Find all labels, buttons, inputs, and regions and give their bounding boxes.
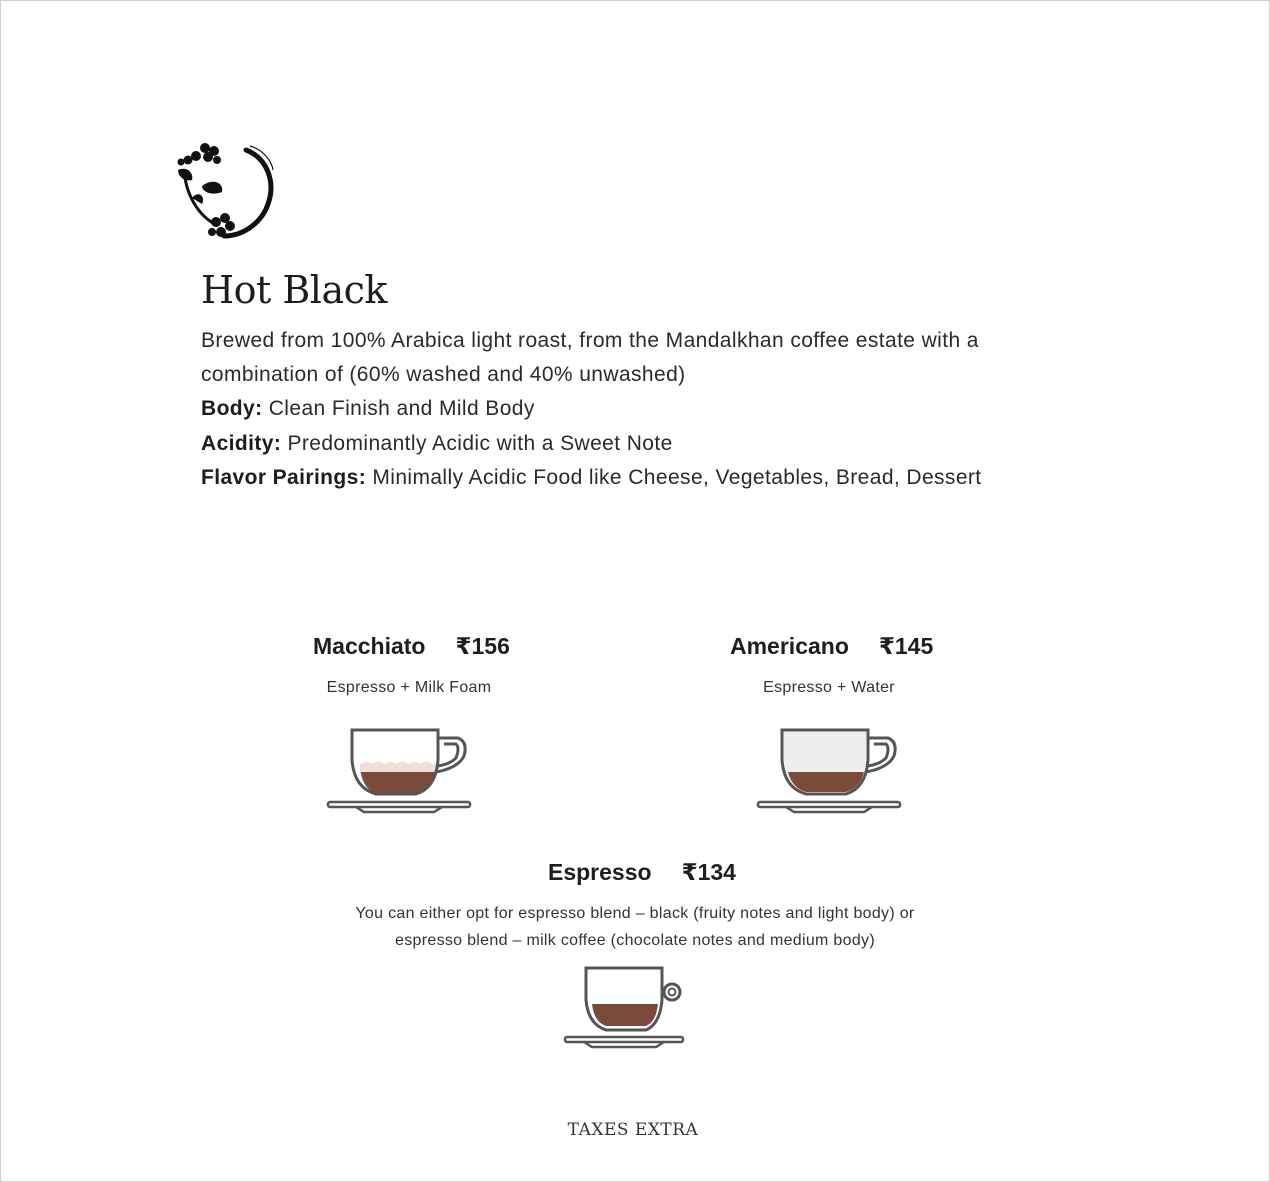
- espresso-description-line-1: You can either opt for espresso blend – black (fruity notes and light body) or: [355, 905, 915, 922]
- americano-name: Americano: [730, 633, 849, 659]
- espresso-heading: [548, 859, 736, 886]
- acidity-label: Acidity:: [201, 431, 282, 455]
- americano-heading: [730, 633, 933, 660]
- body-value: Clean Finish and Mild Body: [262, 397, 535, 421]
- description-line-2: combination of (60% washed and 40% unwashed): [201, 363, 686, 387]
- body-row: [201, 392, 1061, 426]
- espresso-name: Espresso: [548, 859, 652, 885]
- macchiato-price: ₹156: [455, 633, 510, 659]
- macchiato-heading: [313, 633, 510, 660]
- pairings-value: Minimally Acidic Food like Cheese, Vegetables, Bread, Dessert: [366, 465, 982, 489]
- americano-description: Espresso + Water: [763, 679, 895, 696]
- body-label: Body:: [201, 397, 263, 421]
- acidity-row: [201, 427, 1061, 461]
- macchiato-description: Espresso + Milk Foam: [326, 679, 492, 696]
- macchiato-name: Macchiato: [313, 633, 426, 659]
- espresso-cup-icon: [562, 964, 688, 1054]
- pairings-label: Flavor Pairings:: [201, 465, 367, 489]
- coffee-plant-wreath-icon: [172, 140, 276, 244]
- espresso-description-line-2: espresso blend – milk coffee (chocolate notes and medium body): [395, 932, 875, 949]
- americano-price: ₹145: [878, 633, 934, 659]
- coffee-description: [201, 324, 1061, 495]
- espresso-price: ₹134: [681, 859, 736, 885]
- page-title: Hot Black: [201, 268, 387, 312]
- pairings-row: [201, 461, 1061, 495]
- americano-cup-icon: [756, 726, 904, 816]
- macchiato-cup-icon: [326, 726, 474, 816]
- taxes-note: TAXES EXTRA: [567, 1120, 699, 1140]
- espresso-description: [300, 900, 970, 954]
- acidity-value: Predominantly Acidic with a Sweet Note: [281, 431, 673, 455]
- description-line-1: Brewed from 100% Arabica light roast, from the Mandalkhan coffee estate with a: [201, 329, 979, 352]
